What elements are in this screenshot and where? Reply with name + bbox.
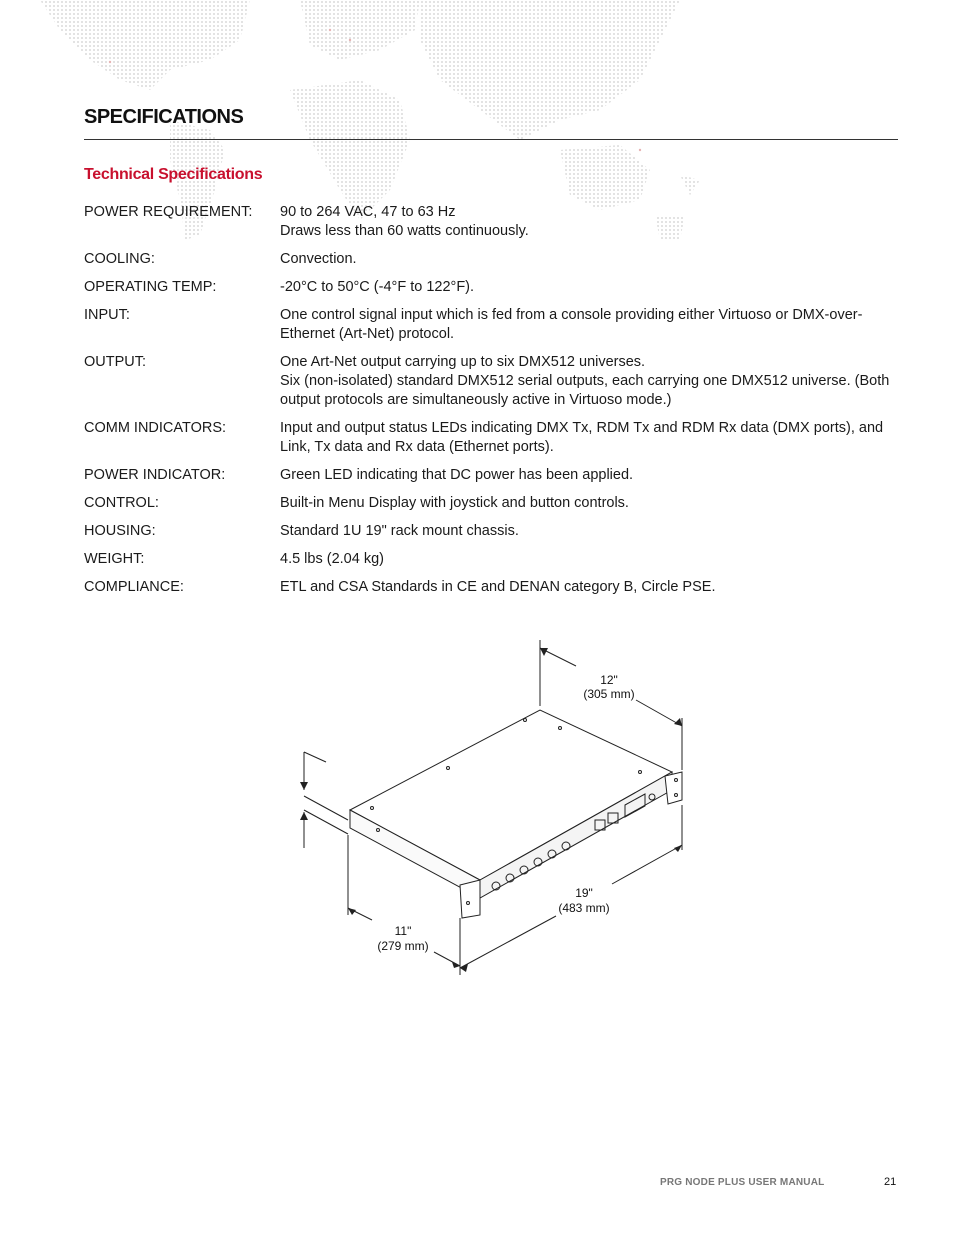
spec-value (280, 419, 898, 457)
spec-value-line: Six (non-isolated) standard DMX512 serial outputs, each carrying one DMX512 universe. (Both output protocols are simultaneously active in Virtuoso mode.) (280, 373, 890, 408)
spec-value-line: 90 to 264 VAC, 47 to 63 Hz (280, 204, 456, 220)
spec-value (280, 250, 898, 269)
spec-value (280, 522, 898, 541)
spec-value-line: Built-in Menu Display with joystick and button controls. (280, 495, 629, 511)
spec-label: CONTROL: (84, 495, 159, 511)
spec-label: COOLING: (84, 251, 155, 267)
spec-value-line: One control signal input which is fed from a console providing either Virtuoso or DMX-over-Ethernet (Art-Net) protocol. (280, 307, 863, 342)
depth-mm-label: (305 mm) (583, 687, 635, 701)
spec-table (84, 203, 898, 606)
spec-label: POWER REQUIREMENT: (84, 204, 253, 220)
spec-row (84, 494, 898, 513)
spec-value-line: Input and output status LEDs indicating DMX Tx, RDM Tx and RDM Rx data (DMX ports), and Link, Tx data and Rx data (Ethernet ports). (280, 420, 884, 455)
spec-row (84, 419, 898, 457)
spec-row (84, 278, 898, 297)
spec-value (280, 278, 898, 297)
spec-value (280, 353, 898, 410)
spec-value-line: Standard 1U 19" rack mount chassis. (280, 523, 519, 539)
spec-label: COMM INDICATORS: (84, 420, 227, 436)
spec-value-line: Convection. (280, 251, 357, 267)
spec-row (84, 578, 898, 597)
spec-value (280, 578, 898, 597)
spec-label: OPERATING TEMP: (84, 279, 217, 295)
spec-value-line: Draws less than 60 watts continuously. (280, 223, 529, 239)
spec-value (280, 550, 898, 569)
spec-row (84, 306, 898, 344)
spec-value (280, 306, 898, 344)
spec-value (280, 203, 898, 241)
width-inches-label: 19" (575, 886, 593, 900)
spec-row (84, 353, 898, 410)
spec-label: COMPLIANCE: (84, 579, 184, 595)
spec-value-line: Green LED indicating that DC power has been applied. (280, 467, 634, 483)
footer-manual-title: PRG NODE PLUS USER MANUAL (660, 1177, 825, 1188)
spec-row (84, 250, 898, 269)
rack-chassis-dimension-drawing (290, 630, 690, 990)
spec-value-line: -20°C to 50°C (-4°F to 122°F). (280, 279, 475, 295)
spec-value-line: 4.5 lbs (2.04 kg) (280, 551, 384, 567)
title-divider (84, 139, 898, 140)
spec-row (84, 550, 898, 569)
spec-label: OUTPUT: (84, 354, 147, 370)
section-subtitle: Technical Specifications (84, 166, 263, 183)
spec-row (84, 203, 898, 241)
spec-label: WEIGHT: (84, 551, 145, 567)
spec-value (280, 466, 898, 485)
spec-value (280, 494, 898, 513)
spec-row (84, 522, 898, 541)
spec-value-line: ETL and CSA Standards in CE and DENAN category B, Circle PSE. (280, 579, 716, 595)
spec-label: POWER INDICATOR: (84, 467, 226, 483)
side-inches-label: 11" (394, 924, 412, 938)
spec-label: INPUT: (84, 307, 130, 323)
page-title: SPECIFICATIONS (84, 106, 244, 128)
page-number: 21 (884, 1176, 897, 1188)
side-mm-label: (279 mm) (377, 939, 429, 953)
spec-value-line: One Art-Net output carrying up to six DMX512 universes. (280, 354, 646, 370)
spec-label: HOUSING: (84, 523, 156, 539)
width-mm-label: (483 mm) (558, 901, 610, 915)
spec-row (84, 466, 898, 485)
depth-inches-label: 12" (600, 673, 618, 687)
